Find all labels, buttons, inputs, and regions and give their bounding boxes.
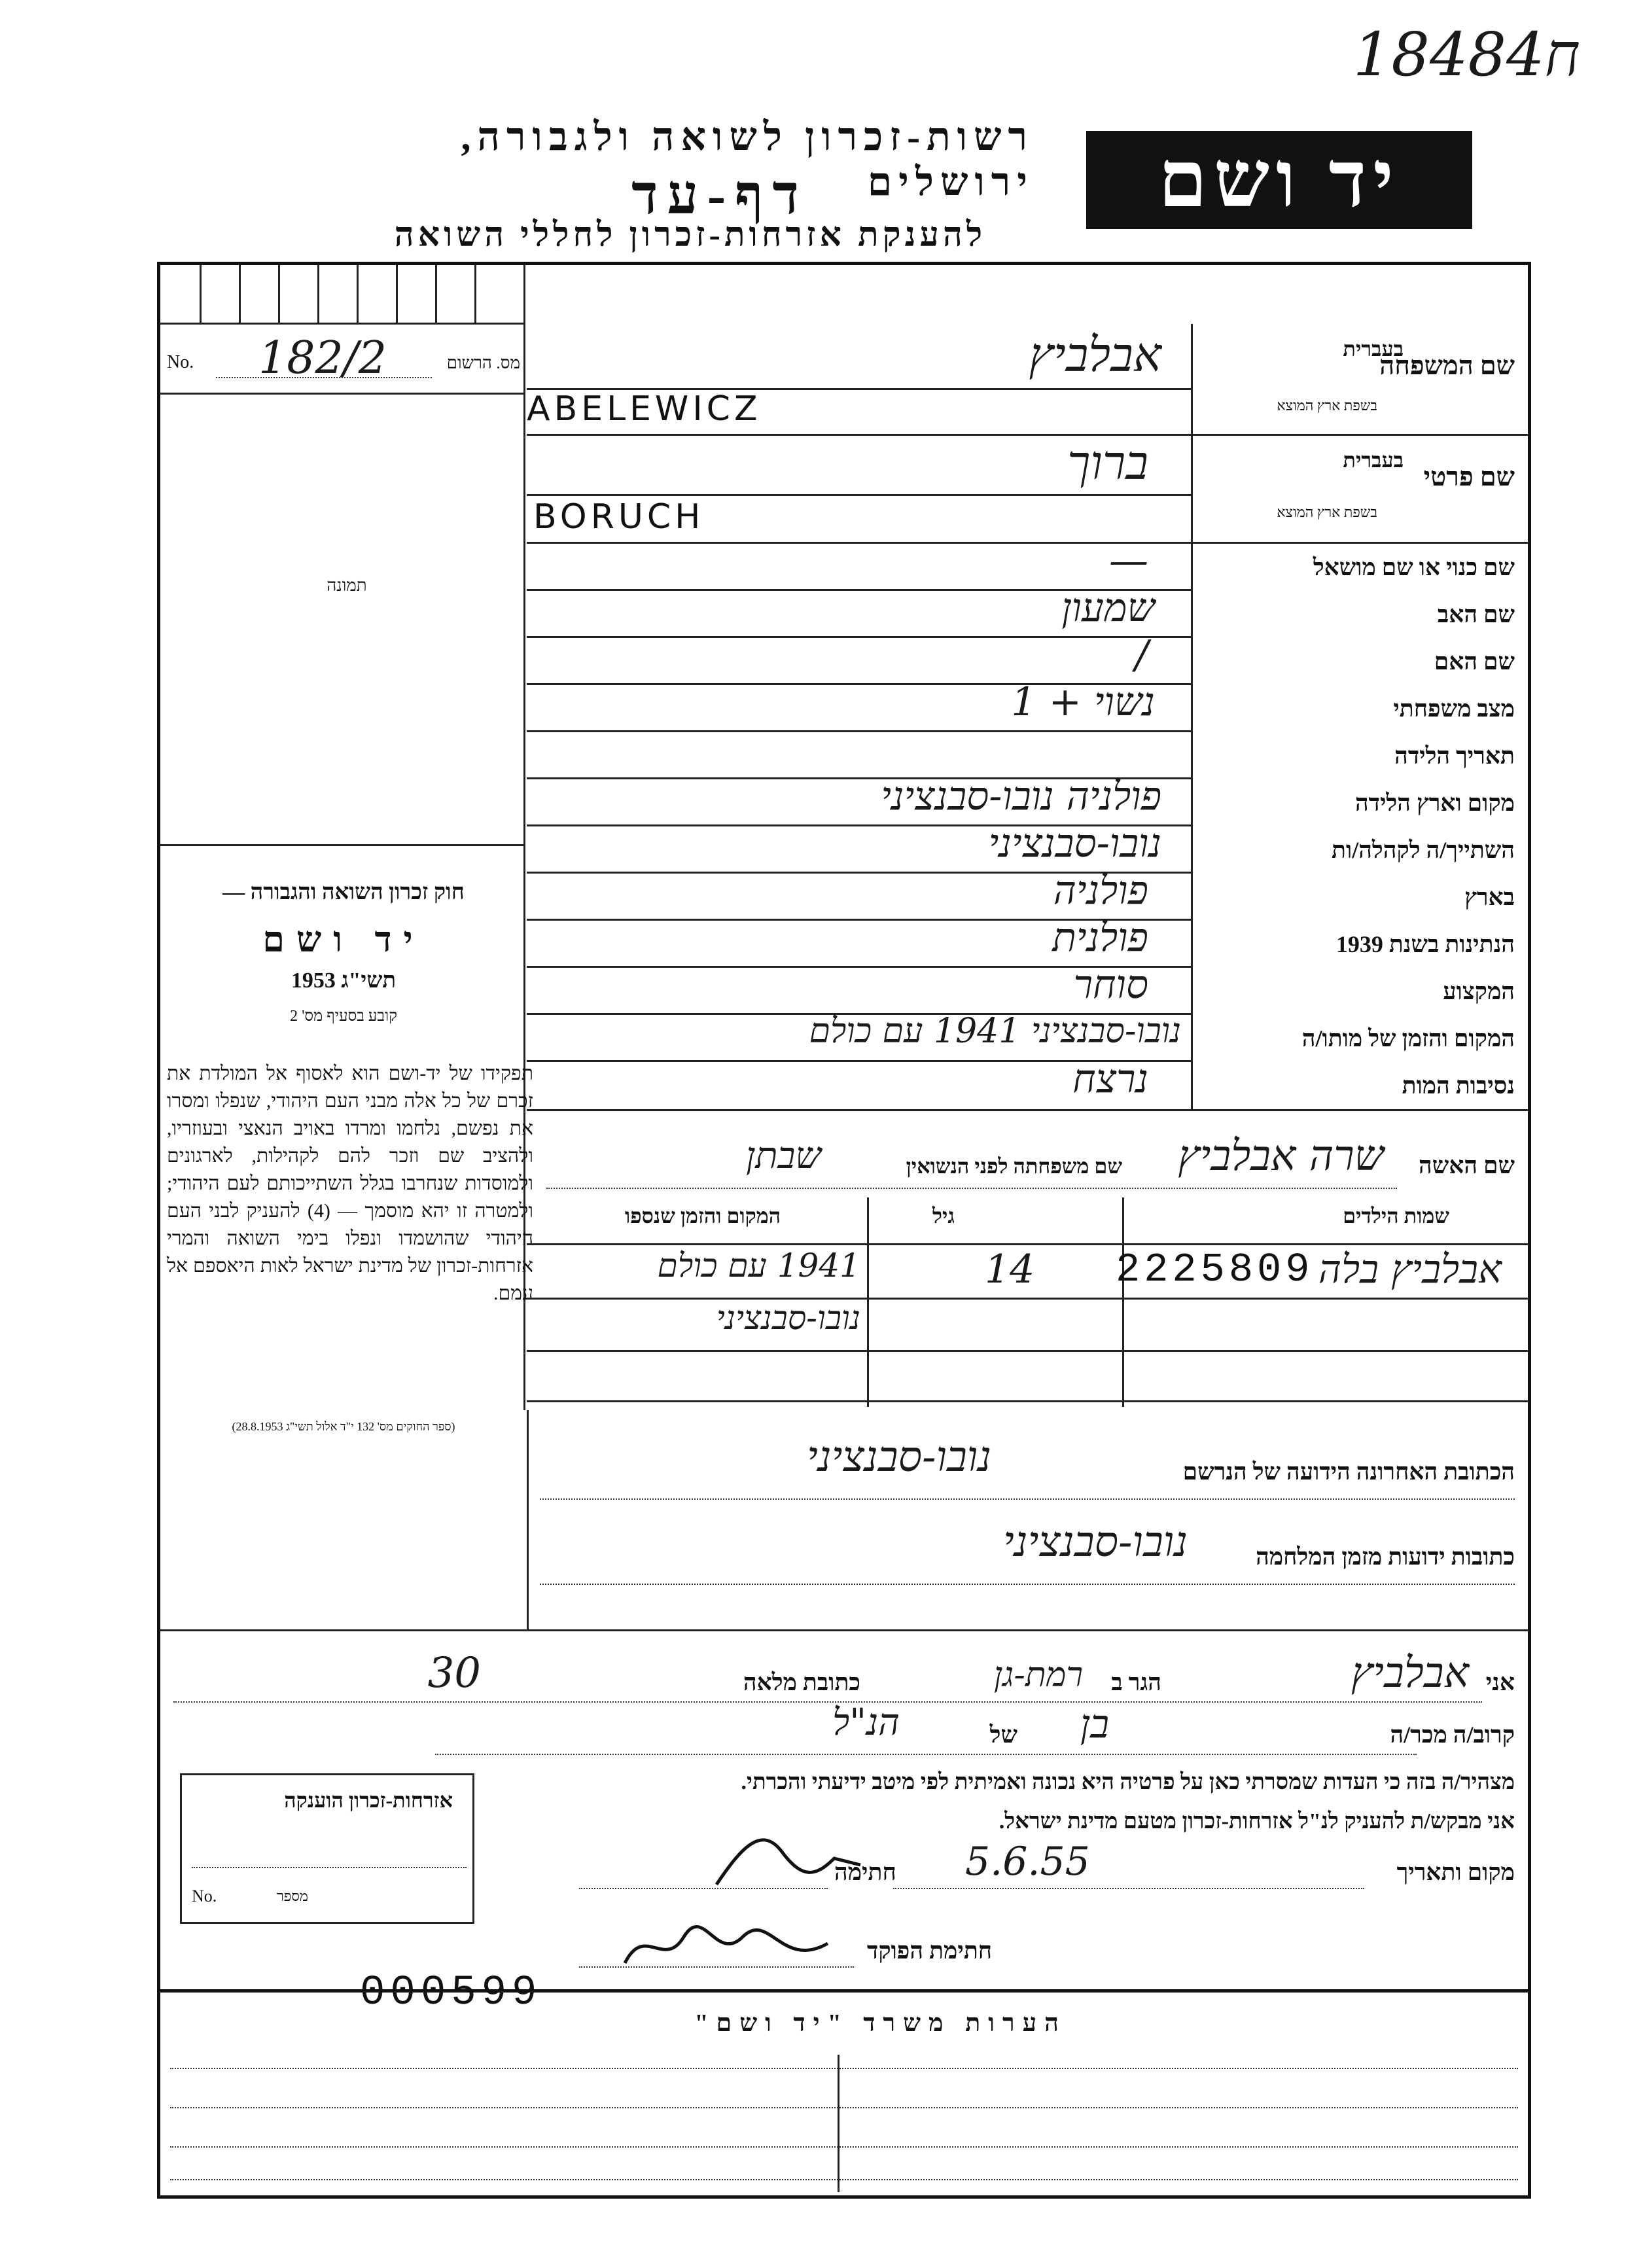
family-name-origin-value: ABELEWICZ: [527, 389, 762, 429]
registration-number: 182/2: [258, 332, 387, 384]
field-country: בארץ פולניה: [527, 873, 1528, 920]
declaration-line-1: מצהיר/ה בזה כי העדות שמסרתי כאן על פרטיה היא נכונה ואמיתית לפי מיטב ידיעתי והכרתי.: [741, 1770, 1515, 1794]
field-father-name: שם האב שמעון: [527, 590, 1528, 637]
field-family-name: [527, 324, 1528, 435]
citizenship-box-title: אזרחות-זכרון הוענקה: [284, 1788, 453, 1812]
wife-label: שם האשה: [1419, 1152, 1515, 1178]
field-mother-name: שם האם /: [527, 637, 1528, 684]
officer-signature-label: חתימת הפוקד: [867, 1938, 993, 1964]
yad-vashem-logo: יד ושם: [1086, 131, 1472, 229]
declarant-signature: [703, 1819, 874, 1898]
remarks-label: הערות משרד "יד ושם": [694, 2010, 1067, 2037]
relative-label: קרוב/ה מכר/ה: [1390, 1722, 1515, 1748]
address-row-last-known: [527, 1426, 1528, 1512]
field-citizenship-1939: הנתינות בשנת 1939 פולנית: [527, 920, 1528, 967]
last-address-label: הכתובת האחרונה הידועה של הנרשם: [1182, 1459, 1515, 1485]
place-date-value: 5.6.55: [965, 1839, 1090, 1885]
table-row: אבלביץ בלה 2225809 14 1941 עם כולם: [527, 1247, 1528, 1299]
children-age-header: גיל: [932, 1204, 955, 1228]
relative-value: בן: [1080, 1701, 1109, 1747]
declarant-label: אני: [1485, 1669, 1515, 1695]
full-address-value: 30: [427, 1649, 481, 1697]
family-name-hebrew-sub: בעברית: [1343, 337, 1404, 361]
photo-label: תמונה: [327, 576, 367, 595]
family-name-hebrew-value: אבלביץ: [1029, 327, 1161, 382]
law-section: קובע בסעיף מס' 2: [290, 1008, 397, 1025]
first-name-origin-sub: בשפת ארץ המוצא: [1277, 504, 1377, 520]
wife-maiden-label: שם משפחתה לפני הנשואין: [906, 1154, 1122, 1178]
simple-fields: [527, 538, 1528, 1109]
first-name-hebrew-value: ברוך: [1067, 435, 1148, 490]
law-title: חוק זכרון השואה והגבורה —: [222, 880, 465, 904]
children-names-header: שמות הילדים: [1343, 1204, 1449, 1228]
registration-label: מס. הרשום: [446, 353, 520, 372]
field-birth-place: מקום וארץ הלידה פולניה נובו-סבנציני: [527, 779, 1528, 826]
field-first-name: [527, 435, 1528, 543]
wife-maiden-value: שבתן: [745, 1135, 821, 1177]
form-title: דף-עד: [631, 165, 808, 226]
first-name-label: שם פרטי: [1423, 462, 1515, 491]
signature-label: חתימה: [834, 1859, 896, 1885]
field-death-place-time: המקום והזמן של מותו/ה נובו-סבנציני 1941 עם כולם: [527, 1014, 1528, 1061]
family-name-origin-sub: בשפת ארץ המוצא: [1277, 397, 1377, 414]
family-name-label: שם המשפחה: [1379, 351, 1515, 380]
declarant-name: אבלביץ: [1351, 1649, 1469, 1697]
of-value: הנ"ל: [832, 1701, 900, 1744]
declaration: [160, 1636, 1528, 1983]
law-text: תפקידו של יד-ושם הוא לאסוף אל המולדת את זכרם של כל אלה מבני העם היהודי, שנפלו ומסרו את נפשם, נלחמו ומרדו באויב הנאצי ובעוזריו, ולהציב שם וזכר להם לקהילות, לארגונים ולמוסדות שנחרבו בגלל השתייכותם לעם היהודי; ולמטרה זו יהא מוסמך — (4) להעניק לבני העם היהודי שהושמדו ונפלו בימי השואה והמרי אזרחות-זכרון של מדינת ישראל לאות היאספם אל עמם.: [167, 1063, 533, 1304]
first-name-hebrew-sub: בעברית: [1343, 448, 1404, 472]
wife-row: [527, 1125, 1528, 1197]
field-profession: המקצוע סוחר: [527, 967, 1528, 1014]
form-subtitle: להענקת אזרחות-זכרון לחללי השואה: [394, 217, 987, 254]
place-date-label: מקום ותאריך: [1396, 1859, 1515, 1885]
org-name: רשות-זכרון לשואה ולגבורה, ירושלים: [461, 115, 1034, 204]
full-address-label: כתובת מלאה: [743, 1669, 860, 1695]
wife-name: שרה אבלביץ: [1178, 1132, 1384, 1180]
first-name-origin-value: BORUCH: [533, 497, 705, 537]
remarks-number-stamp: 000599: [360, 1970, 542, 2017]
last-address-value: נובו-סבנציני: [807, 1433, 991, 1481]
children-place-header: המקום והזמן שנספו: [625, 1204, 781, 1228]
wartime-address-label: כתובות ידועות מזמן המלחמה: [1256, 1544, 1515, 1570]
of-label: של: [989, 1722, 1017, 1748]
field-community: השתייך/ה לקהלה/ות נובו-סבנציני: [527, 826, 1528, 873]
wartime-address-value: נובו-סבנציני: [1003, 1518, 1188, 1567]
children-table: [527, 1197, 1528, 1407]
registration-row: [167, 332, 520, 384]
declaration-line-2: אני מבקש/ת להעניק לנ"ל אזרחות-זכרון מטעם מדינת ישראל.: [999, 1809, 1515, 1834]
field-birth-date: תאריך הלידה: [527, 732, 1528, 779]
code-boxes: [160, 265, 527, 324]
living-label: הגר ב: [1111, 1669, 1161, 1695]
registration-prefix: No.: [167, 352, 194, 372]
field-marital-status: מצב משפחתי נשוי + 1: [527, 684, 1528, 732]
law-footnote: (ספר החוקים מס' 132 י"ד אלול תשי"ג 28.8.1953): [232, 1420, 455, 1433]
field-death-circumstances: נסיבות המות נרצח: [1072, 1056, 1515, 1102]
officer-signature: [618, 1911, 841, 1983]
address-row-wartime: [527, 1512, 1528, 1597]
corner-number: 18484ח: [1352, 20, 1580, 90]
table-row: נובו-סבנציני: [527, 1299, 1528, 1351]
law-year: תשי"ג 1953: [291, 968, 397, 993]
citizenship-granted-box: [180, 1773, 474, 1924]
law-name: יד ושם: [262, 920, 425, 959]
citizenship-box-prefix: No.: [192, 1887, 217, 1905]
living-value: רמת-גן: [993, 1656, 1083, 1695]
field-nickname: שם כנוי או שם מושאל —: [527, 543, 1528, 590]
citizenship-box-number-label: מספר: [277, 1888, 308, 1904]
child-number-stamp: 2225809: [1116, 1247, 1314, 1293]
